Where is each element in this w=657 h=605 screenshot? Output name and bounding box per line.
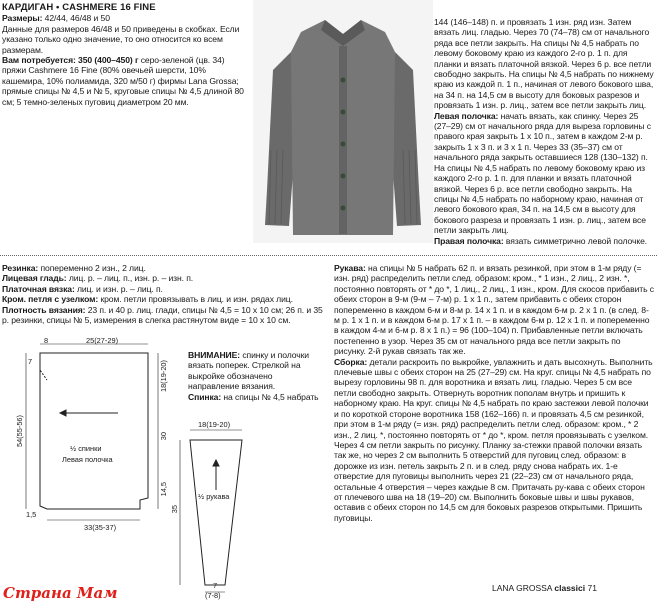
pattern-rib: Резинка: попеременно 2 изн., 2 лиц. — [2, 263, 146, 273]
label-left-front: Левая полочка — [62, 455, 113, 464]
divider-line — [0, 255, 657, 256]
patterns-block — [2, 263, 327, 305]
sizes-note: Данные для размеров 46/48 и 50 приведены в скобках. Если указано только одно значение, то оно относится ко всем размерам. — [2, 23, 240, 55]
dim-neck-depth: 7 — [28, 357, 33, 366]
dim-corner: 1,5 — [26, 510, 37, 519]
cardigan-photo — [253, 0, 433, 243]
dim-armhole: 18(19-20) — [159, 360, 168, 393]
back-start: Спинка: на спицы № 4,5 набрать — [188, 391, 319, 402]
label-half-sleeve: ½ рукава — [198, 492, 230, 501]
dim-sleeve-bottom-2: (7-8) — [205, 591, 221, 600]
sleeve-block — [334, 263, 654, 523]
watermark: Страна Мам — [3, 584, 118, 602]
right-front: Правая полочка: вязать симметрично левой полочке. — [434, 235, 648, 246]
dim-slit: 14,5 — [159, 482, 168, 497]
attention-note: ВНИМАНИЕ: спинку и полочки вязать поперек. Стрелкой на выкройке обозначено направление вязания. — [188, 350, 309, 392]
dim-sleeve-height: 35 — [170, 505, 179, 514]
dim-shoulder: 25(27-29) — [86, 336, 119, 345]
pattern-garter: Платочная вязка: лиц. и изн. р. – лиц. п. — [2, 283, 163, 294]
assembly-instructions: Сборка: детали раскроить по выкройке, увлажнить и дать высохнуть. Выполнить плечевые швы с обеих сторон на 25 (27–29) см. На круг. спицы № 4,5 набрать по вырезу горловины 98 п. для воротника и вязать лиц. гладью. Через 5 см все петли свободно закрыть. Отвернуть воротник пополам внутрь и пришить к наборному краю. На круг. спицы № 4,5 набрать по краю застежки левой полочки и по короткой стороне воротника 158 (162–166) п. и провязать 4,5 см резинкой, при этом в 1-м ряду (= изн. ряд) распределить петли след. образом: кром., * 2 изн., 2 лиц. *, постоянно повторять от * до *, кром. петля провязывать с узелком. Через 4 см петли закрыть по рисунку. Планку за-стежки правой полочки вязать так же, но через 2 см выполнить 5 отверстий для пуговиц след. образом: в дорожке из изн. петель закрыть 2 п. и в след. ряду снова набрать их. 1-е отверстие для пуговицы выполнить через 21 (22–23) см от начального ряда, остальные 4 отверстия – через каждые 8 см. Притачать ру-кава с обеих сторон от плечевого шва на 18 (19–20) см. Выполнить боковые швы и швы рукавов, оставив с обеих сторон по 14,5 см для боковых разрезов открытыми. Пришить пуговицы. — [334, 356, 653, 523]
back-continued-text: 144 (146–148) п. и провязать 1 изн. ряд изн. Затем вязать лиц. гладью. Через 70 (74–78) см от начального ряда все петли закрыть. На спицы № 4,5 набрать по левому боковому краю из каждого 2-го р. 1 п. для планки и вязать платочной вязкой. Через 6 р. все петли свободно закрыть. На спицы № 4,5 набрать по нижнему краю из каждой п. 1 п., начиная от левого бокового шва, на 34 п. на 14,5 см в высоту для боковых разрезов и провязать 1 изн. р. лиц., затем все петли закрыть лиц. — [434, 17, 654, 111]
dim-body-bottom: 33(35-37) — [84, 523, 117, 532]
sizes: Размеры: 42/44, 46/48 и 50 — [2, 13, 110, 24]
gauge: Плотность вязания: 23 п. и 40 р. лиц. глади, спицы № 4,5 = 10 х 10 см; 26 п. и 35 р. резинки, спицы № 5, измерения в слегка растянутом виде = 10 х 10 см. — [2, 305, 323, 326]
dim-neck-width: 8 — [44, 336, 49, 345]
page-footer: LANA GROSSA classici 71 — [492, 583, 597, 593]
back-continued-block — [434, 17, 654, 246]
intro-block — [2, 3, 248, 107]
sleeve-instructions: Рукава: на спицы № 5 набрать 62 п. и вязать резинкой, при этом в 1-м ряду (= изн. ряд) распределить петли след. образом: кром., * 1 изн., 2 лиц., 2 изн. *, постоянно повторять от * до *, 1 лиц., 2 лиц., 1 изн., кром. Для скосов прибавить с обеих сторон в 9-м (9-м – 7-м) р. 1 х 1 п., затем прибавить с обеих сторон попеременно в каждом 6-м и 8-м р. 14 х 1 п. и в каждом 6-м р. 2 х 1 п. (в след. 8-м р. 1 х 1 п. и в каждом 6-м р. 17 х 1 п. – в каждом 6-м р. 12 х 1 п. и попеременно в каждом 4-м и 6-м р. 8 х 1 п.) = 96 (100–104) п. Прибавленные петли включать постепенно в узор. Через 35 см от начального ряда все петли закрыть по рисунку. 2-й рукав связать так же. — [334, 263, 654, 357]
label-half-back: ½ спинки — [70, 444, 102, 453]
materials: Вам потребуется: 350 (400–450) г серо-зеленой (цв. 34) пряжи Cashmere 16 Fine (80% овечьей шерсти, 10% кашемира, 10% полиамида, 320 м/50 г) фирмы Lana Grossa; прямые спицы № 4,5 и № 5, круговые спицы № 4,5 длиной 80 см; 5 темно-зеленых пуговиц диаметром 20 мм. — [2, 55, 244, 107]
dim-sleeve-top: 18(19-20) — [198, 420, 231, 429]
dim-sleeve-bottom: 7 — [213, 581, 218, 590]
dim-side: 30 — [159, 432, 168, 441]
left-front: Левая полочка: начать вязать, как спинку. Через 25 (27–29) см от начального ряда для выреза горловины с правого края закрыть 1 х 10 п., затем в каждом 2-м р. закрыть 1 х 3 п. и 3 х 1 п. Через 33 (35–37) см от начального ряда закрыть оставшиеся 128 (130–132) п. На спицы № 4,5 набрать по левому боковому краю из каждого 2-го р. 1 п. для планки и вязать платочной вязкой. Через 6 р. все петли свободно закрыть. На спицы № 4,5 набрать по наборному краю, начиная от левого бокового края, 34 п. на 14,5 см в высоту для бокового разреза и провязать 1 изн. р. лиц., затем все петли закрыть лиц. — [434, 110, 651, 236]
pattern-stockinette: Лицевая гладь: лиц. р. – лиц. п., изн. р. – изн. п. — [2, 273, 194, 284]
pattern-edge: Кром. петля с узелком: кром. петли провязывать в лиц. и изн. рядах лиц. — [2, 294, 293, 305]
dim-body-height: 54(55-56) — [15, 415, 24, 448]
page-title: КАРДИГАН • CASHMERE 16 FINE — [2, 2, 156, 13]
pattern-schema — [0, 320, 330, 602]
